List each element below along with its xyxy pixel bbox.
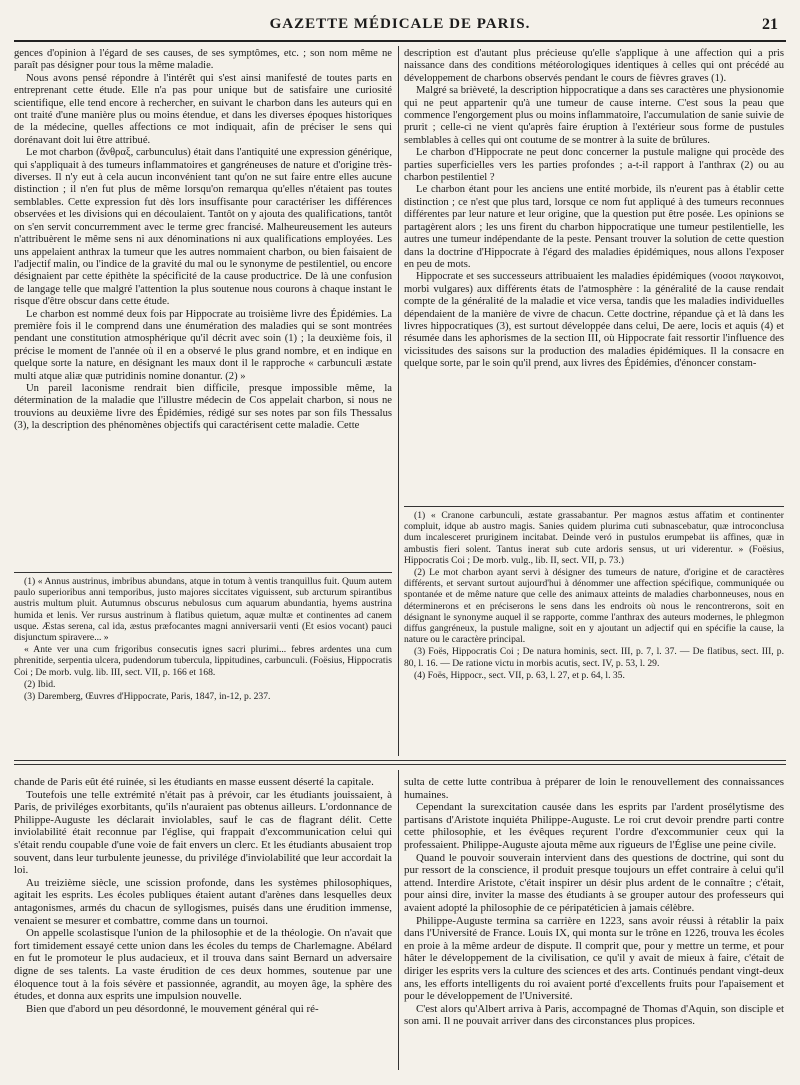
paragraph: Bien que d'abord un peu désordonné, le mouvement général qui ré- [26, 1002, 319, 1015]
footnote: « Ante ver una cum frigoribus consecutis ignes sacri plurimi... febres ardentes una cum phrenitide, serpentia ulcera, pudendorum tubercula, lippitudines, carbunculi. (Foësius, Hippocratis Coi ; De morb. vulg. lib. III, sect. VII, p. 166 et 168. [14, 644, 392, 678]
paragraph: Le charbon d'Hippocrate ne peut donc concerner la pustule maligne qui procède des parties superficielles vers les parties profondes ; a-t-il rapport à l'anthrax (2) ou au charbon pestilentiel ? [404, 147, 784, 184]
lower-right-column [404, 776, 784, 1028]
paragraph: Hippocrate et ses successeurs attribuaient les maladies épidémiques (νοσοι παγκοινοι, morbi vulgares) aux différents états de l'atmosphère : la généralité de la cause rendait compte de la généralité de la maladie et vice versa, tandis que les maladies individuelles dépendaient de la manière de vivre de chacun. Cette doctrine, répandue çà et là dans les livres hippocratiques (3), est surtout développée dans celui, De aere, locis et aquis (4) et résumée dans les aphorismes de la section III, où Hippocrate fait ressortir l'influence des vicissitudes des saisons sur la production des maladies épidémiques. Il la consacre en quelque sorte, par le soin qu'il prend, aux livres des Épidémies, d'énoncer constam- [404, 271, 784, 370]
column-divider [398, 770, 399, 1070]
paragraph: Toutefois une telle extrémité n'était pas à prévoir, car les étudiants jouissaient, à Paris, de priviléges exorbitants, qu'ils n'auraient pas obtenus ailleurs. L'ordonnance de Philippe-Auguste les déclarait inviolables, sauf le cas de flagrant délit. Cette inviolabilité était reconnue par l'église, qui frappait d'excommunication celui qui s'était rendu coupable d'une voie de fait envers un clerc. Et les étudiants abusaient trop souvent, dans leur turbulente jeunesse, du privilége d'inviolabilité que leur accordait la loi. [14, 788, 392, 877]
footnote-divider [404, 506, 784, 507]
page-number: 21 [762, 16, 778, 33]
page-header [14, 14, 786, 42]
paragraph: Nous avons pensé répondre à l'intérêt qui s'est ainsi manifesté de toutes parts en entreprenant cette étude. Elle n'a pas pour unique but de satisfaire une curiosité scientifique, elle tend encore à rechercher, en suivant le charbon dans les auteurs qui en ont traité d'une manière plus ou moins étendue, et dans les diverses époques historiques de la médecine, quelles affections ce mot indiquait, afin de préciser le sens qui dorénavant doit lui être attribué. [14, 72, 392, 146]
footnote: (1) « Cranone carbunculi, æstate grassabantur. Per magnos æstus affatim et continenter compluit, idque ab austro magis. Sanies quidem plurima cuti subnascebatur, quæ introconclusa dum incalesceret pruriginem incitabat. Deinde veró in pustulos erumpebat iis affines, quæ in ambustis fieri solent. Tantus inerat sub cute ardoris sensus, ut uri viderentur. » (Foësius, Hippocratis Coi ; De morb. vulg., lib. II, sect. VII, p. 73.) [404, 510, 784, 566]
paragraph: gences d'opinion à l'égard de ses causes, de ses symptômes, etc. ; son nom même ne paraît pas désigner pour tous la même maladie. [14, 48, 392, 72]
footnotes-right [404, 510, 784, 682]
paragraph: Un pareil laconisme rendrait bien difficile, presque impossible même, la détermination de la maladie que l'illustre médecin de Cos appelait charbon, si nous ne trouvions au deuxième livre des Épidémies, rédigé sur ses notes par son fils Thessalus (3), la description des phénomènes objectifs qui caractérisent cette maladie. Cette [14, 382, 392, 432]
paragraph: On appelle scolastisque l'union de la philosophie et de la théologie. On n'avait que fort timidement essayé cette union dans les écoles du temps de Charlemagne. Abélard en fut le promoteur le plus audacieux, et il trouva dans saint Bernard un adversaire digne de ses talents. La vaste érudition de ces deux hommes, soutenue par une éloquence tout à la fois sévère et passionnée, agrandit, au moyen âge, la sphère des études, et donna aux esprits une impulsion nouvelle. [14, 927, 392, 1003]
publication-title: GAZETTE MÉDICALE DE PARIS. [269, 16, 531, 32]
upper-right-column [404, 48, 784, 371]
footnote: (2) Ibid. [24, 678, 56, 690]
footnote: (1) « Annus austrinus, imbribus abundans, atque in totum à ventis tranquillus fuit. Quum autem paulo superioribus anni temporibus, justo majores siccitates viguissent, sub arcturum spirantibus austris multum pluit. Autumnus obscurus nebulosus cum aquarum abundantia, hyems austrina humida et lenis. Ver rursus austrinum à flatibus quietum, aquæ multæ et continentes ad canem usque. Æstas serena, cal ida, æstus præfocantes magni anniversarii venti (Et esios vocant) pauci disjunctum spiravere... » [14, 576, 392, 644]
footnote: (4) Foës, Hippocr., sect. VII, p. 63, l. 27, et p. 64, l. 35. [414, 669, 625, 681]
paragraph: Le charbon étant pour les anciens une entité morbide, ils n'eurent pas à établir cette distinction ; ce n'est que plus tard, lorsque ce nom fut appliqué à des tumeurs reconnues différentes par leur nature et leur origine, que la question put être posée. Les opinions se partagèrent alors ; les uns firent du charbon hippocratique une tumeur pestilentielle, les autres une tumeur indépendante de la peste. Pensant trouver la solution de cette question dans la doctrine d'Hippocrate à l'égard des maladies épidémiques, nous allons l'exposer en peu de mots. [404, 184, 784, 270]
footnote: (3) Foës, Hippocratis Coi ; De natura hominis, sect. III, p. 7, l. 37. — De flatibus, sect. III, p. 80, l. 16. — De ratione victu in morbis acutis, sect. IV, p. 53, l. 29. [404, 646, 784, 669]
footnote: (3) Daremberg, Œuvres d'Hippocrate, Paris, 1847, in-12, p. 237. [24, 691, 271, 703]
lower-left-column [14, 776, 392, 1015]
paragraph: description est d'autant plus précieuse qu'elle s'applique à une affection qui a pris naissance dans des conditions météorologiques identiques à celles qui ont précédé au développement de charbons observés pendant le cours de fièvres graves (1). [404, 48, 784, 84]
paragraph: Au treizième siècle, une scission profonde, dans les systèmes philosophiques, agitait les esprits. Les écoles publiques étaient autant d'arènes dans lesquelles deux antagonismes, armés du chacun de syllogismes, puisés dans une érudition immense, venaient se mesurer et combattre, comme dans un tournoi. [14, 876, 392, 927]
paragraph: Cependant la surexcitation causée dans les esprits par l'ardent prosélytisme des partisans d'Aristote inquiéta Philippe-Auguste. Le roi crut devoir prendre parti contre cette philosophie, et les évêques reçurent l'ordre d'excommunier ceux qui la professaient. Philippe-Auguste ajouta même aux rigueurs de l'Église une peine civile. [404, 801, 784, 851]
footnote-divider [14, 572, 392, 573]
paragraph: chande de Paris eût été ruinée, si les étudiants en masse eussent déserté la capitale. [14, 776, 374, 788]
footnotes-left [14, 576, 392, 703]
paragraph: C'est alors qu'Albert arriva à Paris, accompagné de Thomas d'Aquin, son disciple et son ami. Il ne pouvait arriver dans des circonstances plus propices. [404, 1002, 784, 1028]
paragraph: sulta de cette lutte contribua à préparer de loin le renouvellement des connaissances humaines. [404, 776, 784, 801]
upper-left-column [14, 48, 392, 433]
column-divider [398, 46, 399, 756]
footnote: (2) Le mot charbon ayant servi à désigner des tumeurs de nature, d'origine et de caractères différents, et servant surtout aujourd'hui à dénommer une affection spécifique, communiquée ou spontanée et de même nature que celle des animaux atteints de maladies charbonneuses, nous en déterminerons et en préciserons le sens dans les endroits où nous le rencontrerons, soit en désignant le synonyme auquel il se rapporte, comme l'anthrax des auteurs modernes, le phlegmon diffus gangréneux, la pustule maligne, soit en y ajoutant un adjectif qui en spécifie la cause, la nature ou le caractère principal. [404, 567, 784, 646]
section-divider [14, 760, 786, 765]
paragraph: Philippe-Auguste termina sa carrière en 1223, sans avoir réussi à rétablir la paix dans l'Université de France. Louis IX, qui monta sur le trône en 1226, trouva les écoles en proie à la même ardeur de dispute. Il comprit que, pour y mettre un terme, et pour hâter le développement de la civilisation, ce qu'il y avait de mieux à faire, c'était de diriger les esprits vers la culture des sciences et des arts. Continués pendant vingt-deux ans, les efforts intelligents du roi avaient porté d'excellents fruits pour l'apaisement et pour le développement de l'Université. [404, 914, 784, 1003]
paragraph: Malgré sa brièveté, la description hippocratique a dans ses caractères une physionomie qui ne peut appartenir qu'à une tumeur de cause interne. C'est sous la peau que commence l'engorgement plus ou moins inflammatoire, l'accumulation de sanie suivie de prurit ; celle-ci ne vient qu'après faire éruption à l'extérieur sous forme de pustules semblables à celles qui ont coutume de se montrer à la suite de brûlures. [404, 85, 784, 146]
paragraph: Quand le pouvoir souverain intervient dans des questions de doctrine, qui sont du pur ressort de la conscience, il produit presque toujours un effet contraire à celui qu'il attend. Interdire Aristote, c'était inspirer un désir plus ardent de le connaître ; c'était, pour ainsi dire, inviter la masse des étudiants à se grouper autour des professeurs qui avaient adopté la philosophie de ce péripatéticien à jamais célèbre. [404, 851, 784, 914]
paragraph: Le mot charbon (ἄνθραξ, carbunculus) était dans l'antiquité une expression générique, qui s'appliquait à des tumeurs inflammatoires et gangréneuses de nature et d'origine très-diverses. Il n'y eut à cela aucun inconvénient tant qu'on ne sut faire entre elles aucune distinction ; il n'en fut plus de même lorsqu'on remarqua qu'elles n'étaient pas toutes semblables. Cette expression fut dès lors insuffisante pour caractériser les différences observées et les divisions qui en découlaient. Tantôt on y ajouta des qualifications, tantôt on s'en servit concurremment avec le terme grec francisé. Malheureusement les auteurs n'attribuèrent le même sens ni aux dénominations ni aux qualifications employées. Les uns appelaient anthrax la tumeur que les autres nommaient charbon, ou bien faisaient de l'adjectif malin, ou l'indice de la gravité du mal ou le synonyme de pestilentiel, ou encore désignaient par cette épithète la spécificité de la cause productrice. De là une confusion de langage telle que malgré l'attention la plus soutenue nous courons à chaque instant le risque d'être obscur dans cette étude. [14, 147, 392, 308]
paragraph: Le charbon est nommé deux fois par Hippocrate au troisième livre des Épidémies. La première fois il le comprend dans une énumération des maladies qui se sont montrées pendant une constitution atmosphérique qu'il décrit avec soin (1) ; la deuxième fois, il précise le moment de l'année où il en a observé le plus grand nombre, et en indique en quelque sorte la nature, en désignant les maux dont il le rapproche « carbunculi æstate multi atque aliæ quæ putridinis nomine donantur. (2) » [14, 308, 392, 382]
